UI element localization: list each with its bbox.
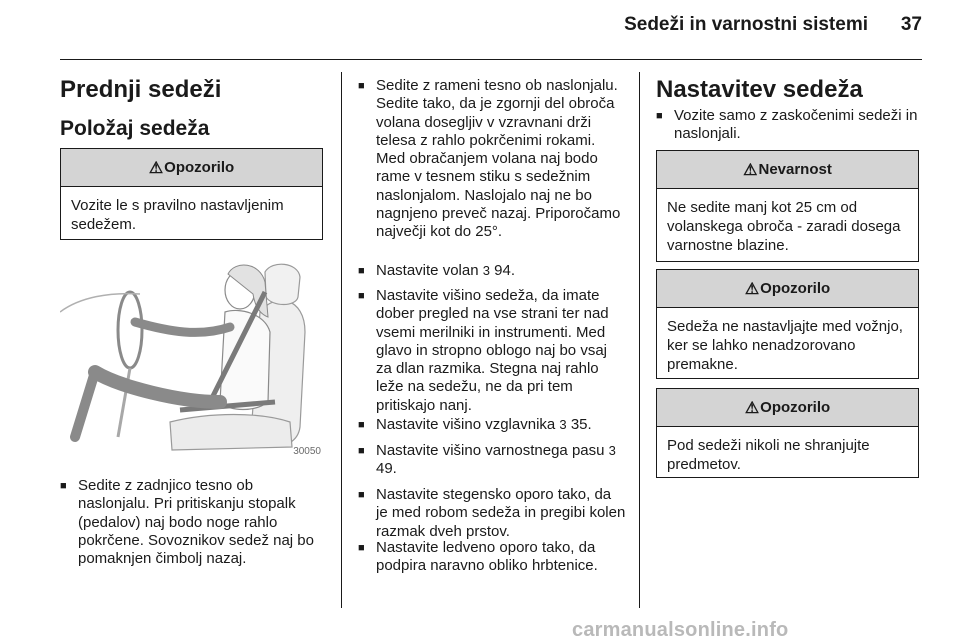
page-reference-arrow-icon: 3 [482, 263, 490, 278]
list-item: ■ Nastavite višino sedeža, da imate dober pregled na vse strani ter nad vsemi merilniki in instrumenti. Med glavo in stropno oblogo naj bo vsaj za dlan razmika. Stegna naj rahlo leže na sedežu, ne da pri tem pritiskajo nanj. [358, 287, 626, 415]
danger-box-title: Nevarnost [758, 161, 832, 178]
list-item: ■ Sedite z zadnjico tesno ob naslonjalu. Pri pritiskanju stopalk (pedalov) naj bodo noge rahlo pokrčene. Sovoznikov sedež naj bo pomaknjen čimbolj nazaj. [60, 477, 326, 568]
column-divider-2 [639, 72, 640, 608]
warning-box-header [657, 270, 918, 308]
list-item: ■ Nastavite ledveno oporo tako, da podpira naravno obliko hrbtenice. [358, 539, 626, 576]
warning-box-text: Sedeža ne nastavljajte med vožnjo, ker se lahko nenadzorovano premakne. [667, 318, 903, 373]
warning-box [60, 148, 323, 240]
warning-box [656, 269, 919, 379]
list-item-text: Nastavite višino vzglavnika [376, 416, 556, 433]
warning-box-title: Opozorilo [760, 280, 831, 297]
list-item [358, 416, 626, 434]
warning-triangle-icon: ⚠ [743, 161, 758, 179]
section-subheading: Položaj sedeža [60, 117, 210, 140]
list-item [358, 262, 626, 280]
warning-box-text: Pod sedeži nikoli ne shranjujte predmetov. [667, 437, 870, 473]
danger-box-text: Ne sedite manj kot 25 cm od volanskega obroča - zaradi dosega varnostne blazine. [667, 199, 901, 254]
danger-box [656, 150, 919, 262]
page-number: 37 [900, 14, 922, 35]
page-reference-arrow-icon: 3 [608, 443, 616, 458]
list-item-text: Nastavite volan [376, 262, 479, 279]
list-item-text: Nastavite višino varnostnega pasu [376, 442, 605, 459]
page-reference: 49. [376, 460, 397, 478]
warning-box [656, 388, 919, 478]
watermark: carmanualsonline.info [572, 619, 789, 641]
warning-box-title: Opozorilo [760, 399, 831, 416]
page-reference: 94. [494, 262, 515, 279]
page-reference: 35. [570, 416, 592, 433]
page-reference-arrow-icon: 3 [559, 417, 567, 432]
warning-box-title: Opozorilo [164, 159, 235, 176]
running-header-title: Sedeži in varnostni sistemi [624, 14, 868, 35]
warning-box-text: Vozite le s pravilno nastavljenim sedežem. [71, 197, 284, 233]
list-item: ■ Nastavite stegensko oporo tako, da je med robom sedeža in pregibi kolen razmak dveh prstov. [358, 486, 626, 541]
warning-triangle-icon: ⚠ [744, 280, 760, 298]
header-divider [60, 59, 922, 60]
seating-position-illustration [60, 252, 323, 459]
figure-code: 30050 [293, 446, 321, 457]
list-item [358, 442, 626, 479]
list-item: ■ Vozite samo z zaskočenimi sedeži in naslonjali. [656, 107, 926, 144]
warning-box-header [61, 149, 322, 187]
danger-box-header [657, 151, 918, 189]
column-divider-1 [341, 72, 342, 608]
section-heading-right: Nastavitev sedeža [656, 76, 863, 103]
section-heading: Prednji sedeži [60, 76, 222, 103]
warning-triangle-icon: ⚠ [148, 159, 164, 177]
warning-triangle-icon: ⚠ [744, 399, 760, 417]
list-item: ■ Sedite z rameni tesno ob naslonjalu. Sedite tako, da je zgornji del obroča volana dosegljiv v vzravnani drži telesa z rahlo pokrčenimi rokami. Med obračanjem volana naj bodo rame v tesnem stiku s sedežnim naslonjalom. Naslojalo naj ne bo nagnjeno preveč nazaj. Priporočamo največji kot do 25°. [358, 77, 626, 242]
seating-position-drawing [60, 252, 323, 459]
warning-box-header [657, 389, 918, 427]
